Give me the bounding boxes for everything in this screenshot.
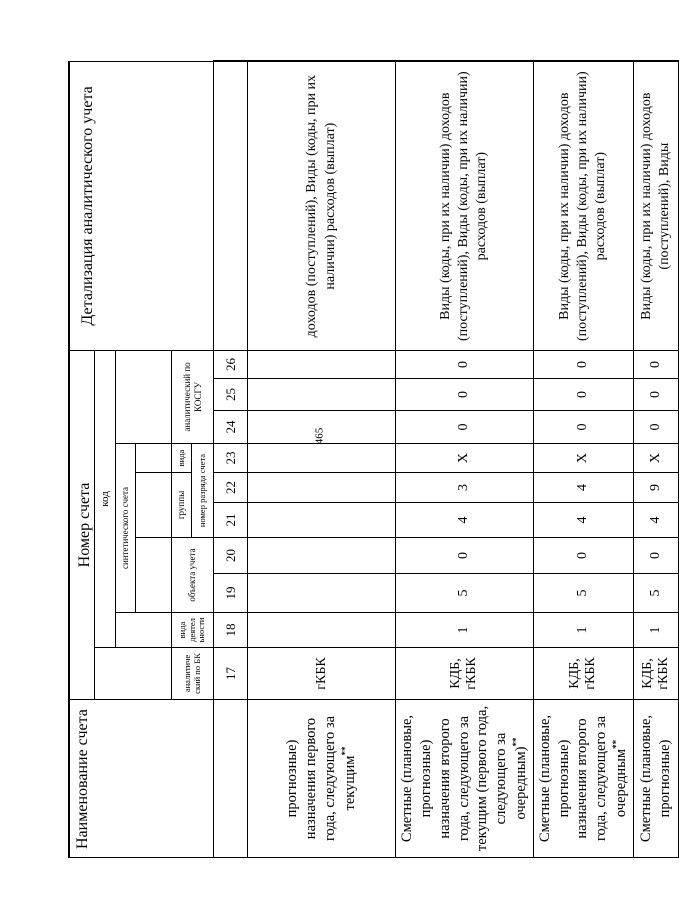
header-code: код	[95, 350, 116, 647]
cell-25	[248, 379, 396, 411]
table-row	[396, 61, 534, 857]
accounts-table	[68, 60, 679, 858]
digit-21: 21	[214, 503, 248, 538]
header-analytic-kosgu-label: аналитический по КОСГУ	[172, 350, 214, 443]
header-kind-label: вида	[172, 444, 192, 473]
cell-18: 1	[533, 613, 633, 648]
header-analytic-detail: Детализация аналитического учета	[69, 61, 214, 350]
row-detail: Виды (коды, при их наличии) доходов (поступлений), Виды	[633, 61, 678, 350]
cell-19: 5	[633, 574, 678, 613]
digit-26: 26	[214, 350, 248, 378]
cell-22: 9	[633, 473, 678, 503]
cell-20	[248, 538, 396, 574]
header-activity-type	[116, 613, 172, 648]
cell-26: 0	[533, 350, 633, 378]
cell-18: 1	[396, 613, 534, 648]
cell-26: 0	[396, 350, 534, 378]
header-analytic-kosgu	[116, 350, 172, 443]
cell-25: 0	[396, 379, 534, 411]
header-account-object	[136, 538, 172, 613]
digit-17: 17	[214, 648, 248, 700]
header-digit-number: номер разряда счета	[192, 444, 214, 538]
header-blank-left	[214, 700, 248, 858]
cell-20: 0	[396, 538, 534, 574]
cell-21: 4	[533, 503, 633, 538]
row-detail: доходов (поступлений), Виды (коды, при их наличии) расходов (выплат)	[248, 61, 396, 350]
header-synthetic-account: синтетического счета	[116, 444, 136, 613]
digit-23: 23	[214, 444, 248, 473]
row-name: Сметные (плановые, прогнозные)	[633, 700, 678, 858]
digit-22: 22	[214, 473, 248, 503]
cell-17: КДБ, гКБК	[633, 648, 678, 700]
cell-22	[248, 473, 396, 503]
header-group-label: группы	[172, 473, 192, 538]
digit-24: 24	[214, 411, 248, 444]
header-account-number: Номер счета	[69, 350, 95, 699]
cell-20: 0	[533, 538, 633, 574]
row-name: Сметные (плановые, прогнозные) назначения второго года, следующего за текущим (первого года, следующего за очередным)**	[396, 700, 534, 858]
cell-19	[248, 574, 396, 613]
row-detail: Виды (коды, при их наличии) доходов (поступлений), Виды (коды, при их наличии) расходов (выплат)	[533, 61, 633, 350]
cell-26	[248, 350, 396, 378]
cell-25: 0	[533, 379, 633, 411]
cell-24	[248, 411, 396, 444]
cell-26: 0	[633, 350, 678, 378]
header-account-name: Наименование счета	[69, 700, 214, 858]
row-name: прогнозные) назначения первого года, следующего за текущим**	[248, 700, 396, 858]
cell-17: КДБ, гКБК	[533, 648, 633, 700]
cell-23: X	[533, 444, 633, 473]
page-number: 465	[313, 427, 326, 445]
digit-25: 25	[214, 379, 248, 411]
header-analytic-bk-label: аналитиче ский по БК	[172, 648, 214, 700]
rotated-document	[68, 62, 674, 858]
digit-20: 20	[214, 538, 248, 574]
cell-19: 5	[396, 574, 534, 613]
cell-21: 4	[633, 503, 678, 538]
digit-18: 18	[214, 613, 248, 648]
row-detail: Виды (коды, при их наличии) доходов (поступлений), Виды (коды, при их наличии) расходов (выплат)	[396, 61, 534, 350]
table-row	[533, 61, 633, 857]
cell-23: X	[633, 444, 678, 473]
cell-18	[248, 613, 396, 648]
table-row	[248, 61, 396, 857]
header-analytic-bk	[95, 648, 172, 700]
cell-19: 5	[533, 574, 633, 613]
cell-21	[248, 503, 396, 538]
cell-17: КДБ, гКБК	[396, 648, 534, 700]
cell-23	[248, 444, 396, 473]
header-blank-right	[214, 61, 248, 350]
cell-22: 3	[396, 473, 534, 503]
cell-18: 1	[633, 613, 678, 648]
cell-24: 0	[533, 411, 633, 444]
cell-17: гКБК	[248, 648, 396, 700]
cell-25: 0	[633, 379, 678, 411]
cell-21: 4	[396, 503, 534, 538]
cell-24: 0	[633, 411, 678, 444]
header-account-object-label: объекта учета	[172, 538, 214, 613]
cell-24: 0	[396, 411, 534, 444]
header-activity-type-label: вида деятел ьности	[172, 613, 214, 648]
cell-20: 0	[633, 538, 678, 574]
table-row	[633, 61, 678, 857]
header-group	[136, 473, 172, 538]
cell-23: X	[396, 444, 534, 473]
header-kind	[136, 444, 172, 473]
cell-22: 4	[533, 473, 633, 503]
row-name: Сметные (плановые, прогнозные) назначения второго года, следующего за очередным**	[533, 700, 633, 858]
digit-19: 19	[214, 574, 248, 613]
